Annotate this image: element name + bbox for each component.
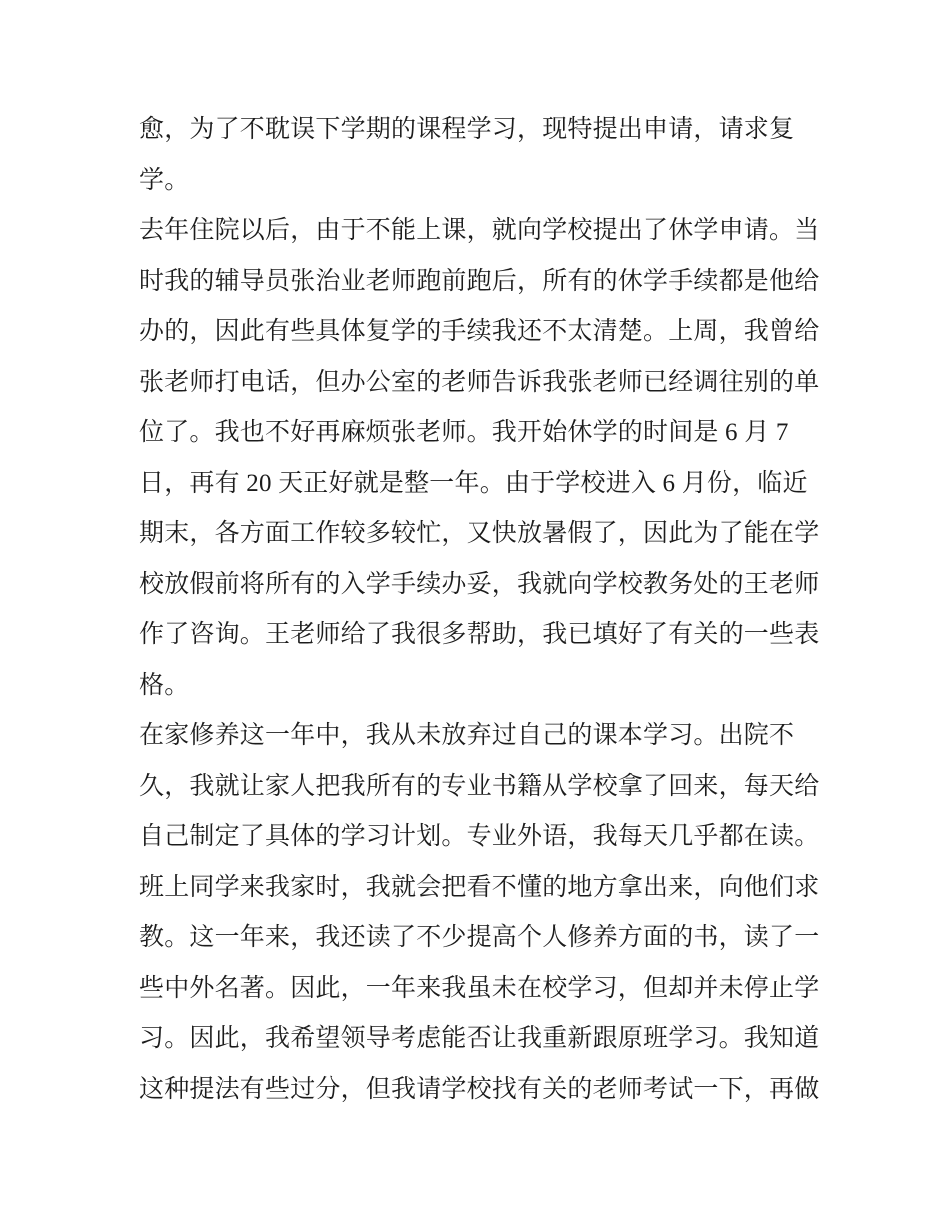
text-line: 办的，因此有些具体复学的手续我还不太清楚。上周，我曾给 [139,318,820,345]
text-line: 自己制定了具体的学习计划。专业外语，我每天几乎都在读。 [139,823,820,850]
text-line: 期末，各方面工作较多较忙，又快放暑假了，因此为了能在学 [139,520,820,547]
text-line: 在家修养这一年中，我从未放弃过自己的课本学习。出院不 [139,722,795,749]
text-line: 学。 [139,166,190,194]
text-line: 些中外名著。因此，一年来我虽未在校学习，但却并未停止学 [139,974,820,1002]
text-line: 久，我就让家人把我所有的专业书籍从学校拿了回来，每天给 [139,772,820,800]
text-line: 位了。我也不好再麻烦张老师。我开始休学的时间是 6 月 7 [139,419,789,446]
text-line: 班上同学来我家时，我就会把看不懂的地方拿出来，向他们求 [139,873,820,901]
text-line: 去年住院以后，由于不能上课，就向学校提出了休学申请。当 [139,217,820,244]
text-line: 愈，为了不耽误下学期的课程学习，现特提出申请，请求复 [139,116,795,143]
text-line: 教。这一年来，我还读了不少提高个人修养方面的书，读了一 [139,924,820,951]
text-line: 格。 [139,671,190,699]
text-line: 时我的辅导员张治业老师跑前跑后，所有的休学手续都是他给 [139,267,820,295]
text-line: 日，再有 20 天正好就是整一年。由于学校进入 6 月份，临近 [139,469,808,497]
text-line: 习。因此，我希望领导考虑能否让我重新跟原班学习。我知道 [139,1025,820,1052]
text-line: 校放假前将所有的入学手续办妥，我就向学校教务处的王老师 [139,570,820,598]
text-line: 这种提法有些过分，但我请学校找有关的老师考试一下，再做 [139,1075,820,1103]
document-body [139,105,839,1115]
text-line: 作了咨询。王老师给了我很多帮助，我已填好了有关的一些表 [139,621,820,648]
text-line: 张老师打电话，但办公室的老师告诉我张老师已经调往别的单 [139,368,820,396]
